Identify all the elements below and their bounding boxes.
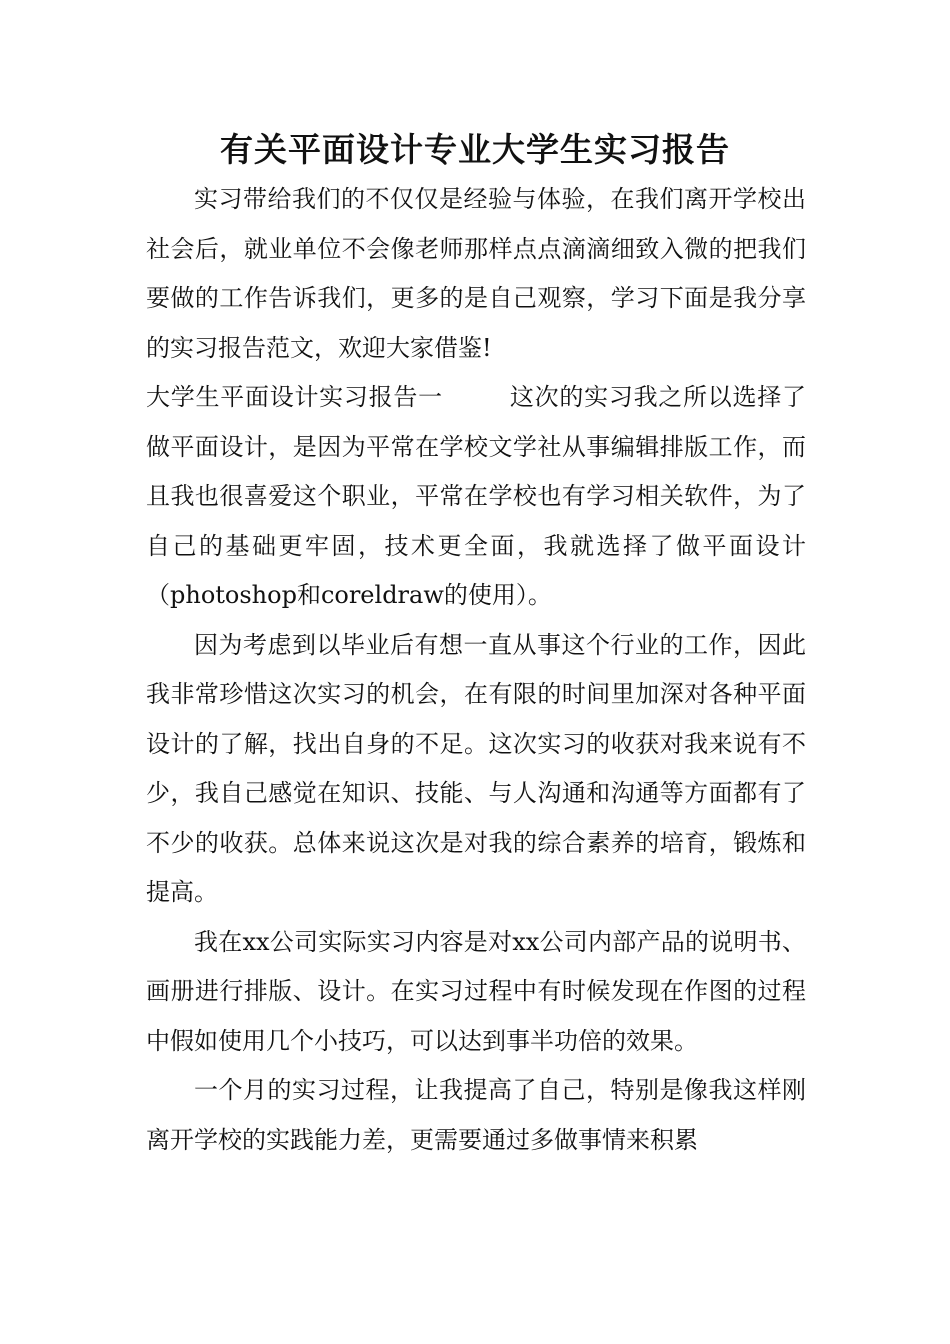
body-paragraph-1: 因为考虑到以毕业后有想一直从事这个行业的工作，因此我非常珍惜这次实习的机会，在有限的时间里加深对各种平面设计的了解，找出自身的不足。这次实习的收获对我来说有不少，我自己感觉在知识、技能、与人沟通和沟通等方面都有了不少的收获。总体来说这次是对我的综合素养的培育，锻炼和提高。 — [146, 630, 806, 906]
body-paragraph-3: 一个月的实习过程，让我提高了自己，特别是像我这样刚离开学校的实践能力差，更需要通过多做事情来积累 — [146, 1076, 806, 1154]
body-paragraph-2: 我在xx公司实际实习内容是对xx公司内部产品的说明书、画册进行排版、设计。在实习过程中有时候发现在作图的过程中假如使用几个小技巧，可以达到事半功倍的效果。 — [146, 927, 806, 1055]
section-first-paragraph: 这次的实习我之所以选择了做平面设计，是因为平常在学校文学社从事编辑排版工作，而且我也很喜爱这个职业，平常在学校也有学习相关软件，为了自己的基础更牢固，技术更全面，我就选择了做平面设计（photoshop和coreldraw的使用）。 — [146, 383, 807, 609]
section-paragraph — [146, 373, 806, 621]
document-title: 有关平面设计专业大学生实习报告 — [220, 130, 730, 169]
intro-paragraph: 实习带给我们的不仅仅是经验与体验，在我们离开学校出社会后，就业单位不会像老师那样点点滴滴细致入微的把我们要做的工作告诉我们，更多的是自己观察，学习下面是我分享的实习报告范文，欢迎大家借鉴! — [146, 185, 806, 362]
section-heading: 大学生平面设计实习报告一 — [146, 383, 443, 411]
document-body — [146, 175, 806, 1165]
heading-gap — [443, 383, 510, 411]
